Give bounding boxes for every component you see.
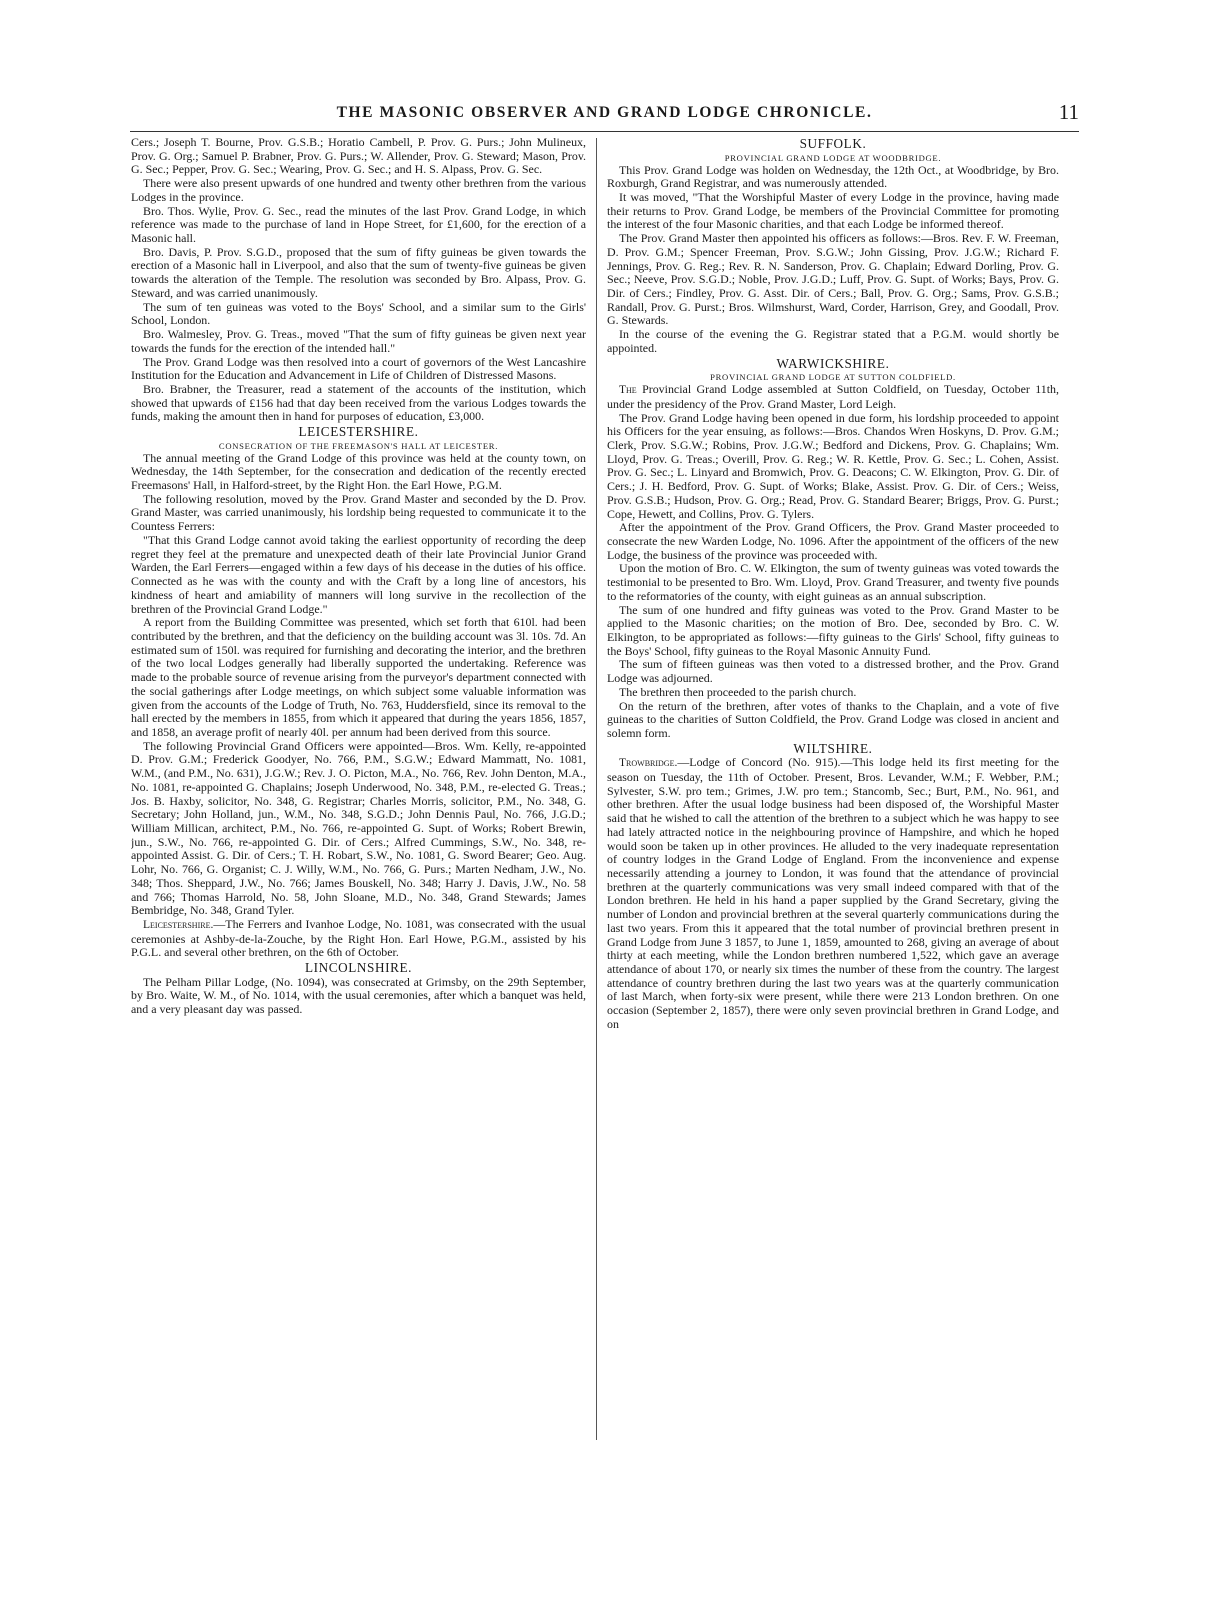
paragraph: The annual meeting of the Grand Lodge of this province was held at the county town, on Wednesday, the 14th September, for the consecration and dedication of the recently erected Freemasons' Hall, in Halford-street, by the Right Hon. the Earl Howe, P.G.M.	[131, 450, 586, 493]
page-number: 11	[1058, 100, 1079, 124]
paragraph: The following resolution, moved by the Prov. Grand Master and seconded by the D. Prov. Grand Master, was carried unanimously, his lordship being requested to communicate it to the Countess Ferrers:	[131, 491, 586, 534]
lead-word: The	[619, 384, 637, 397]
paragraph: This Prov. Grand Lodge was holden on Wednesday, the 12th Oct., at Woodbridge, by Bro. Roxburgh, Grand Registrar, and was numerously attended.	[607, 162, 1059, 191]
section-subheading: PROVINCIAL GRAND LODGE AT WOODBRIDGE.	[724, 152, 942, 163]
paragraph: Bro. Walmesley, Prov. G. Treas., moved "That the sum of fifty guineas be given next year towards the funds for the erection of the intended hall."	[131, 327, 586, 355]
section-heading-suffolk: SUFFOLK.	[799, 136, 867, 151]
paragraph: A report from the Building Committee was presented, which set forth that 610l. had been contributed by the brethren, and that the deficiency on the building account was 3l. 10s. 7d. An estimated sum of 150l. was required for furnishing and decorating the interior, and the brethren of the two local Lodges generally had liberally supported the undertaking. Reference was made to the probable source of revenue arising from the purveyor's department connected with the social gatherings after Lodge meetings, on which subject some valuable information was given from the accounts of the Lodge of Truth, No. 763, Huddersfield, since its removal to the hall erected by the members in 1855, from which it appeared that during the years 1856, 1857, and 1858, an average profit of nearly 40l. per annum had been derived from this source.	[131, 615, 586, 739]
paragraph: Upon the motion of Bro. C. W. Elkington, the sum of twenty guineas was voted towards the testimonial to be presented to Bro. Wm. Lloyd, Prov. Grand Treasurer, and twenty five pounds to the reformatories of the county, with eight guineas as an annual subscription.	[607, 561, 1059, 603]
left-column	[131, 136, 586, 1444]
lead-word: Leicestershire.	[143, 919, 214, 932]
paragraph	[607, 756, 1059, 1031]
paragraph-text: —Lodge of Concord (No. 915).—This lodge held its first meeting for the season on Tuesday, the 11th of October. Present, Bros. Levander, W.M.; F. Webber, P.M.; Sylvester, S.W. pro tem.; Grimes, J.W. pro tem.; Stancomb, Sec.; Burt, P.M., No. 961, and other brethren. After the usual lodge business had been disposed of, the Worshipful Master said that he wished to call the attention of the brethren to a subject which he was happy to see had lately attracted notice in the neighbouring province of Hampshire, and which he hoped would soon be taken up in other provinces. He alluded to the very inadequate representation of country lodges in the Grand Lodge of England. From the inconvenience and expense necessarily attending a journey to London, it was found that the attendance of provincial brethren at the quarterly communications was very small indeed compared with that of the London brethren. He held in his hand a paper supplied by the Grand Secretary, giving the number of London and provincial brethren at the several quarterly communications during the last two years. From this it appeared that the total number of provincial brethren present in Grand Lodge from June 3 1857, to June 1, 1859, amounted to 268, giving an average of about thirty at each meeting, while the London brethren numbered 1,522, which gave an average attendance of about 170, or nearly six times the number of these from the country. The largest attendance of country brethren during the last two years was at the quarterly communication of last March, when forty-six were present, while there were 213 London brethren. On one occasion (September 2, 1857), there were only seven provincial brethren in Grand Lodge, and on	[607, 755, 1059, 1031]
page-title: THE MASONIC OBSERVER AND GRAND LODGE CHRONICLE.	[336, 104, 873, 121]
column-divider	[596, 138, 597, 1440]
paragraph	[607, 383, 1059, 411]
header-rule	[130, 131, 1079, 132]
paragraph: The Prov. Grand Lodge was then resolved into a court of governors of the West Lancashire Institution for the Education and Advancement in Life of Children of Distressed Masons.	[131, 354, 586, 383]
paragraph: The brethren then proceeded to the parish church.	[619, 684, 857, 699]
section-heading-lincolnshire: LINCOLNSHIRE.	[304, 960, 413, 976]
right-column	[607, 136, 1059, 1444]
paragraph: Cers.; Joseph T. Bourne, Prov. G.S.B.; Horatio Cambell, P. Prov. G. Purs.; John Mulineux, Prov. G. Org.; Samuel P. Brabner, Prov. G. Purs.; W. Allender, Prov. G. Steward; Mason, Prov. G. Sec.; Pepper, Prov. G. Sec.; Wearing, Prov. G. Sec.; and H. S. Alpass, Prov. G. Sec.	[131, 136, 586, 177]
paragraph: In the course of the evening the G. Registrar stated that a P.G.M. would shortly be appointed.	[607, 327, 1059, 355]
paragraph: Bro. Brabner, the Treasurer, read a statement of the accounts of the institution, which showed that upwards of £156 had that day been received from the various Lodges towards the funds, making the amount then in hand for purposes of education, £3,000.	[131, 381, 586, 424]
section-subheading: CONSECRATION OF THE FREEMASON'S HALL AT LEICESTER.	[218, 440, 499, 451]
resolution-quote: "That this Grand Lodge cannot avoid taking the earliest opportunity of recording the deep regret they feel at the premature and unexpected death of their late Provincial Junior Grand Warden, the Earl Ferrers—engaged within a few days of his decease in the duties of his office. Connected as he was with the county and with the Craft by a long line of ancestors, his kindness of heart and amiability of manners will long survive in the recollection of the brethren of the Provincial Grand Lodge."	[131, 532, 586, 616]
paragraph-text: Provincial Grand Lodge assembled at Sutton Coldfield, on Tuesday, October 11th, under the presidency of the Prov. Grand Master, Lord Leigh.	[607, 382, 1059, 411]
paragraph: The sum of ten guineas was voted to the Boys' School, and a similar sum to the Girls' School, London.	[131, 299, 586, 328]
paragraph: The Prov. Grand Lodge having been opened in due form, his lordship proceeded to appoint his Officers for the year ensuing, as follows:—Bros. Chandos Wren Hoskyns, D. Prov. G.M.; Clerk, Prov. S.G.W.; Robins, Prov. J.G.W.; Bedford and Dickens, Prov. G. Chaplains; Wm. Lloyd, Prov. G. Treas.; Overill, Prov. G. Reg.; W. R. Kettle, Prov. G. Sec.; L. Cohen, Assist. Prov. G. Sec.; L. Linyard and Bromwich, Prov. G. Deacons; C. W. Elkington, Prov. G. Dir. of Cers.; J. H. Bedford, Prov. G. Supt. of Works; Blake, Assist. Prov. G. Dir. of Cers.; Weiss, Prov. G.S.B.; Hudson, Prov. G. Org.; Read, Prov. G. Standard Bearer; Briggs, Prov. G. Purst.; Cope, Hewett, and Collins, Prov. G. Tylers.	[607, 410, 1059, 521]
section-heading-warwickshire: WARWICKSHIRE.	[776, 355, 890, 371]
paragraph: Bro. Thos. Wylie, Prov. G. Sec., read the minutes of the last Prov. Grand Lodge, in which reference was made to the purchase of land in Hope Street, for £1,600, for the erection of a Masonic hall.	[131, 203, 586, 246]
paragraph: The sum of one hundred and fifty guineas was voted to the Prov. Grand Master to be applied to the Masonic charities; on the motion of Bro. Dee, seconded by Bro. C. W. Elkington, to be appropriated as follows:—fifty guineas to the Girls' School, fifty guineas to the Boys' School, fifty guineas to the Royal Masonic Annuity Fund.	[607, 602, 1059, 658]
paragraph: After the appointment of the Prov. Grand Officers, the Prov. Grand Master proceeded to consecrate the new Warden Lodge, No. 1096. After the appointment of the officers of the new Lodge, the business of the province was proceeded with.	[607, 520, 1059, 562]
lead-word: Trowbridge.	[619, 757, 678, 770]
section-heading-leicestershire: LEICESTERSHIRE.	[298, 424, 419, 440]
paragraph: The sum of fifteen guineas was then voted to a distressed brother, and the Prov. Grand Lodge was adjourned.	[607, 657, 1059, 686]
paragraph: There were also present upwards of one hundred and twenty other brethren from the various Lodges in the province.	[131, 176, 586, 204]
paragraph: It was moved, "That the Worshipful Master of every Lodge in the province, having made their returns to Prov. Grand Lodge, be members of the Provincial Committee for promoting the interest of the four Masonic charities, and that each Lodge be informed thereof.	[607, 189, 1059, 232]
page-header	[130, 100, 1079, 128]
paragraph: The Prov. Grand Master then appointed his officers as follows:—Bros. Rev. F. W. Freeman, D. Prov. G.M.; Spencer Freeman, Prov. S.G.W.; John Gissing, Prov. J.G.W.; Richard F. Jennings, Prov. G. Reg.; Rev. R. N. Sanderson, Prov. G. Chaplain; Edward Dorling, Prov. G. Sec.; Neeve, Prov. S.G.D.; Noble, Prov. J.G.D.; Luff, Prov. G. Supt. of Works; Bays, Prov. G. Dir. of Cers.; Findley, Prov. G. Asst. Dir. of Cers.; Ball, Prov. G. Org.; Sams, Prov. G.S.B.; Randall, Prov. G. Purst.; Bros. Wilmshurst, Ward, Corder, Harrison, Grey, and Goodall, Prov. G. Stewards.	[607, 231, 1059, 328]
paragraph: The following Provincial Grand Officers were appointed—Bros. Wm. Kelly, re-appointed D. Prov. G.M.; Frederick Goodyer, No. 766, P.M., S.G.W.; Edward Mammatt, No. 1081, W.M., (and P.M., No. 631), J.G.W.; Rev. J. O. Picton, M.A., No. 766, Rev. John Denton, M.A., No. 1081, re-appointed G. Chaplains; Joseph Underwood, No. 348, P.M., re-elected G. Treas.; Jos. B. Haxby, solicitor, No. 348, G. Registrar; Charles Morris, solicitor, P.M., No. 348, G. Secretary; John Holland, jun., W.M., No. 348, S.G.D.; John Dennis Paul, No. 766, J.G.D.; William Millican, architect, P.M., No. 766, re-appointed G. Supt. of Works; Robert Brewin, jun., S.W., No. 766, re-appointed G. Dir. of Cers.; Alfred Cummings, S.W., No. 348, re-appointed Assist. G. Dir. of Cers.; T. H. Robart, S.W., No. 1081, G. Sword Bearer; Geo. Aug. Lohr, No. 766, G. Organist; C. J. Willy, W.M., No. 766, G. Purs.; Marten Nedham, J.W., No. 348; Thos. Sheppard, J.W., No. 766; James Bouskell, No. 348; Harry J. Davis, J.W., No. 58 and 766; Thomas Harrold, No. 58, John Sloane, M.D., No. 348, Grand Stewards; James Bembridge, No. 348, Grand Tyler.	[131, 738, 586, 918]
paragraph	[131, 918, 586, 960]
paragraph: Bro. Davis, P. Prov. S.G.D., proposed that the sum of fifty guineas be given towards the erection of a Masonic hall in Liverpool, and also that the sum of twenty-five guineas be given towards the alteration of the Temple. The resolution was seconded by Bro. Alpass, Prov. G. Steward, and was carried unanimously.	[131, 244, 586, 300]
paragraph: On the return of the brethren, after votes of thanks to the Chaplain, and a vote of five guineas to the charities of Sutton Coldfield, the Prov. Grand Lodge was closed in ancient and solemn form.	[607, 698, 1059, 741]
paragraph-text: —The Ferrers and Ivanhoe Lodge, No. 1081, was consecrated with the usual ceremonies at Ashby-de-la-Zouche, by the Right Hon. Earl Howe, P.G.M., assisted by his P.G.L. and several other brethren, on the 6th of October.	[131, 917, 586, 960]
paragraph: The Pelham Pillar Lodge, (No. 1094), was consecrated at Grimsby, on the 29th September, by Bro. Waite, W. M., of No. 1014, with the usual ceremonies, after which a banquet was held, and a very pleasant day was passed.	[131, 974, 586, 1017]
section-subheading: PROVINCIAL GRAND LODGE AT SUTTON COLDFIELD.	[710, 372, 956, 383]
section-heading-wiltshire: WILTSHIRE.	[793, 740, 873, 756]
